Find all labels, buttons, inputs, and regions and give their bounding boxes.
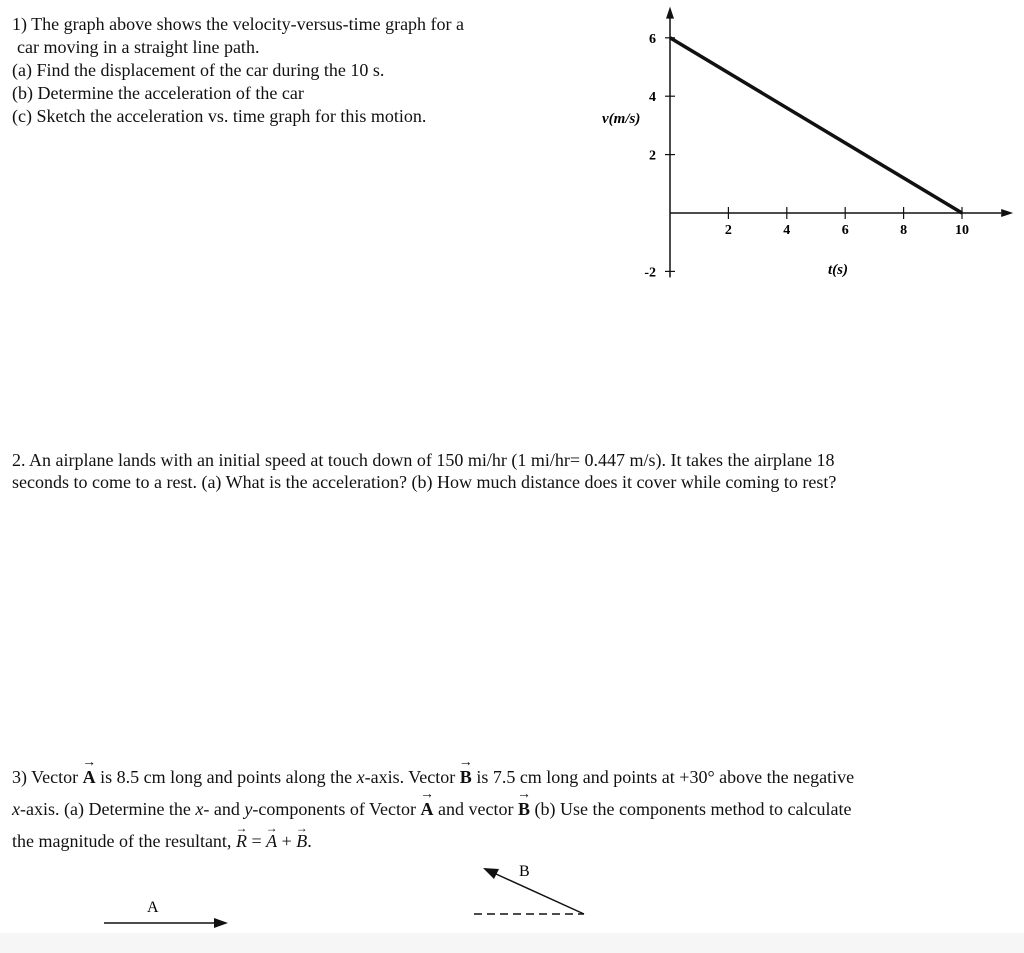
y-variable: y xyxy=(244,799,253,819)
velocity-line xyxy=(670,38,962,213)
y-axis-arrowhead xyxy=(666,7,674,19)
vector-b-label: B xyxy=(519,863,530,880)
vector-b-arrowhead xyxy=(483,868,499,879)
q1-part-c: (c) Sketch the acceleration vs. time graph for this motion. xyxy=(12,106,427,126)
question-3 xyxy=(12,761,1017,857)
x-axis-label: t(s) xyxy=(828,262,848,278)
q2-line-2: seconds to come to a rest. (a) What is the acceleration? (b) How much distance does it cover while coming to rest? xyxy=(12,472,837,492)
x-ticks xyxy=(725,207,969,238)
q1-line-2: car moving in a straight line path. xyxy=(17,37,260,57)
vector-b-symbol: → B xyxy=(460,761,472,793)
q3-text: -axis. Vector xyxy=(364,767,460,787)
q3-text: is 7.5 cm long and points at +30° above the negative xyxy=(471,767,855,787)
q1-line-1: 1) The graph above shows the velocity-versus-time graph for a xyxy=(12,14,465,34)
question-1 xyxy=(12,13,552,128)
q1-part-b: (b) Determine the acceleration of the car xyxy=(12,83,304,103)
q3-text: the magnitude of the resultant, xyxy=(12,831,236,851)
page-footer-band xyxy=(0,933,1024,953)
x-tick-label: 8 xyxy=(900,223,908,238)
x-tick-label: 2 xyxy=(724,223,732,238)
question-2 xyxy=(12,449,1012,493)
x-variable: x xyxy=(12,799,20,819)
period: . xyxy=(307,831,312,851)
vector-a-symbol: → A xyxy=(83,761,96,793)
y-tick-label: 4 xyxy=(649,90,656,106)
x-variable: x xyxy=(195,799,204,819)
y-tick-label: 6 xyxy=(649,31,656,47)
q3-text: is 8.5 cm long and points along the xyxy=(95,767,357,787)
vector-b-italic-symbol: → B xyxy=(296,825,307,857)
x-axis-arrowhead xyxy=(1001,209,1013,217)
q1-part-a: (a) Find the displacement of the car during the 10 s. xyxy=(12,60,385,80)
y-tick-label: -2 xyxy=(644,265,656,281)
q3-text: -components of Vector xyxy=(252,799,421,819)
vector-b-symbol: → B xyxy=(518,793,530,825)
equals-sign: = xyxy=(246,831,267,851)
vector-b-arrow-shaft xyxy=(496,874,584,914)
velocity-time-chart xyxy=(560,0,1024,300)
q3-text: 3) Vector xyxy=(12,767,83,787)
resultant-r-symbol: → R xyxy=(236,825,247,857)
q2-line-1: 2. An airplane lands with an initial speed at touch down of 150 mi/hr (1 mi/hr= 0.447 m/s). It takes the airplane 18 xyxy=(12,450,835,470)
vector-a-label: A xyxy=(147,899,159,916)
x-tick-label: 6 xyxy=(841,223,849,238)
chart-series xyxy=(670,38,962,213)
y-axis-label: v(m/s) xyxy=(602,111,641,127)
x-variable: x xyxy=(356,767,365,787)
q3-line-1 xyxy=(12,761,1017,793)
vector-a-symbol: → A xyxy=(421,793,434,825)
y-tick-label: 2 xyxy=(649,148,656,164)
q3-text: -axis. (a) Determine the xyxy=(20,799,196,819)
x-tick-label: 10 xyxy=(955,223,969,238)
vector-a-arrowhead xyxy=(214,918,228,928)
q3-line-2 xyxy=(12,793,1017,825)
plus-sign: + xyxy=(277,831,297,851)
q3-text: and vector xyxy=(433,799,519,819)
vector-diagram xyxy=(90,850,610,935)
x-tick-label: 4 xyxy=(783,223,791,238)
q3-text: (b) Use the components method to calculate xyxy=(530,799,852,819)
q3-text: - and xyxy=(203,799,245,819)
vector-a-italic-symbol: → A xyxy=(266,825,277,857)
